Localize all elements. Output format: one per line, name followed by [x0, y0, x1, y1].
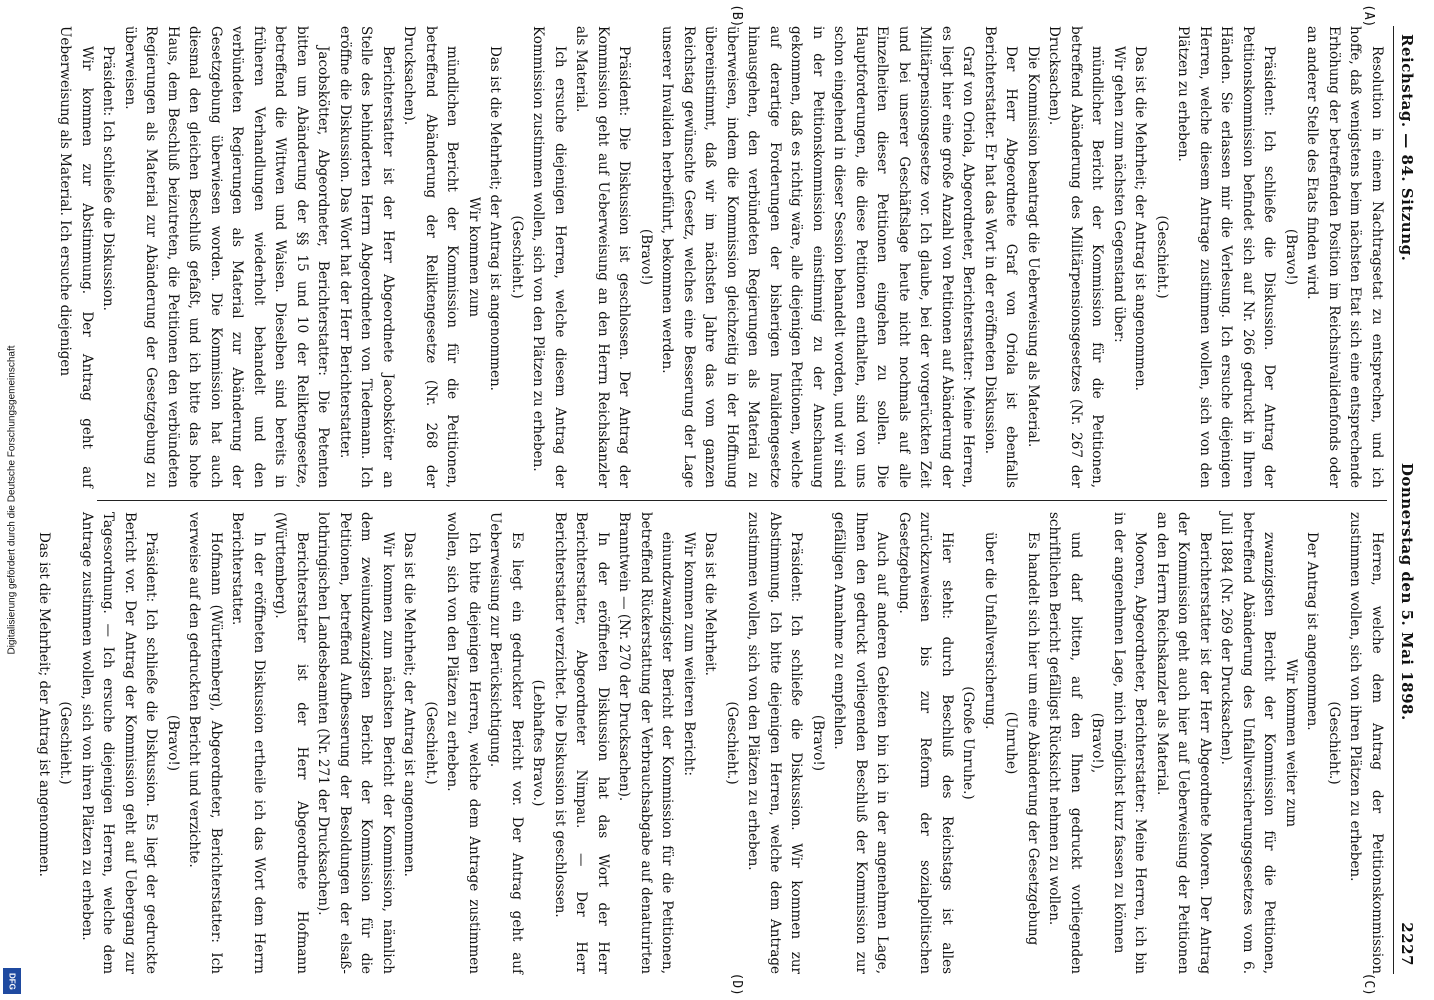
page-content — [36, 0, 1434, 1000]
paragraph: Das ist die Mehrheit; der Antrag ist angenommen. — [487, 46, 504, 391]
paragraph: Das ist die Mehrheit. — [702, 532, 719, 676]
paragraph: über die Unfallversicherung. — [982, 532, 998, 730]
footer-strip — [0, 0, 24, 1000]
paragraph: Der Antrag ist angenommen. — [1304, 532, 1321, 731]
running-head-date: Donnerstag den 5. Mai 1898. — [1398, 462, 1416, 721]
paragraph: Wir kommen zur Abstimmung. Der Antrag geht auf Ueberweisung als Material. Ich ersuche diejenigen — [57, 26, 95, 488]
paragraph: (Geschieht.) — [1326, 701, 1342, 785]
paragraph: und darf bitten, auf den Ihnen gedruckt vorliegenden schriftlichen Bericht gefälligst Rücksicht nehmen zu wollen. — [1046, 512, 1084, 974]
paragraph: Wir kommen zum weiteren Bericht: — [681, 532, 697, 777]
margin-letter-c: (C) — [1361, 972, 1376, 996]
column-divider — [97, 500, 1387, 501]
paragraph: Resolution in einem Nachtragsetat zu entsprechen, und ich hoffe, daß wenigstens beim nächsten Etat sich eine entsprechende Erhöhung der betreffenden Position im Reichsinvalidenfonds oder an anderer Stelle des Etats finden wird. — [1304, 26, 1385, 488]
paragraph: Der Herr Abgeordnete Graf von Oriola ist ebenfalls Berichterstatter. Er hat das Wort in der eröffneten Diskussion. — [982, 26, 1020, 488]
paragraph: (Bravo!) — [810, 714, 826, 772]
paragraph: (Bravo!) — [1283, 228, 1299, 286]
paragraph: Berichterstatter ist der Herr Abgeordnete Mooren. Der Antrag der Kommission geht auch hier auf Ueberweisung der Petitionen an den Herrn Reichskanzler als Material. — [1154, 512, 1213, 974]
paragraph: Präsident: Ich schließe die Diskussion. Der Antrag der Petitionskommission befindet sich auf Nr. 266 gedruckt in Ihren Händen. Sie erlassen mir die Verlesung. Ich ersuche diejenigen Herren, welche diesem Antrage zustimmen wollen, sich von den Plätzen zu erheben. — [1175, 26, 1278, 488]
margin-letter-a: (A) — [1361, 4, 1376, 28]
paragraph: Präsident: Ich schließe die Diskussion. Wir kommen zur Abstimmung. Ich bitte diejenigen Herren, welche dem Antrage zustimmen wollen, sich von den Plätzen zu erheben. — [745, 512, 805, 974]
paragraph: Es liegt ein gedruckter Bericht vor. Der Antrag geht auf Ueberweisung zur Berücksichtigung. — [487, 512, 525, 974]
paragraph: In der eröffneten Diskussion ertheile ich das Wort dem Herrn Berichterstatter. — [229, 512, 267, 974]
margin-letter-b: (B) — [729, 4, 744, 28]
paragraph: Auch auf anderen Gebieten bin ich in der angenehmen Lage, Ihnen den gedruckt vorliegenden Beschluß der Kommission zur gefälligen Annahme zu empfehlen. — [831, 512, 891, 974]
paragraph: Wir kommen zum — [466, 196, 482, 318]
paragraph: (Lebhaftes Bravo.) — [530, 679, 547, 807]
running-head — [1394, 26, 1416, 974]
margin-letter-d: (D) — [729, 972, 744, 996]
paragraph: Ich bitte diejenigen Herren, welche dem Antrage zustimmen wollen, sich von den Plätzen zu erheben. — [444, 512, 482, 974]
paragraph: Jacobskötter, Abgeordneter, Berichterstatter: Die Petenten bitten um Abänderung der §§ 15 und 10 der Reliktengesetze, betreffend die Wittwen und Waisen. Dieselben sind bereits in früheren Verhandlungen wiederholt behandelt und den verbündeten Regierungen als Material zur Abänderung der Gesetzgebung überwiesen worden. Die Kommission hat auch diesmal den gleichen Beschluß gefaßt, und ich bitte das hohe Haus, dem Beschluß beizutreten, die Petitionen den verbündeten Regierungen als Material zur Abänderung der Gesetzgebung zu überweisen. — [122, 26, 332, 488]
paragraph: zwanzigsten Bericht der Kommission für die Petitionen, betreffend Abänderung des Unfallversicherungsgesetzes vom 6. Juli 1884 (Nr. 269 der Drucksachen). — [1218, 512, 1278, 974]
digitization-credit: Digitalisierung gefördert durch die Deutsche Forschungsgemeinschaft — [6, 345, 18, 655]
paragraph: In der eröffneten Diskussion hat das Wort der Herr Berichterstatter, Abgeordneter Nimpau. — Der Herr Berichterstatter verzichtet. Die Diskussion ist geschlossen. — [552, 512, 611, 974]
paragraph: Mooren, Abgeordneter, Berichterstatter: Meine Herren, ich bin in der angenehmen Lage, mich möglichst kurz fassen zu können — [1111, 512, 1149, 974]
paragraph: Hofmann (Württemberg), Abgeordneter, Berichterstatter: Ich verweise auf den gedruckten Bericht und verzichte. — [186, 512, 224, 974]
paragraph: (Geschieht.) — [509, 215, 525, 299]
paragraph: Graf von Oriola, Abgeordneter, Berichterstatter: Meine Herren, es liegt hier eine große Anzahl von Petitionen auf Abänderung der Militärpensionsgesetze vor. Ich glaube, bei der vorgerückten Zeit und bei unserer Geschäftslage heute nicht nochmals auf alle Einzelheiten dieser Petitionen eingehen zu sollen. Die Hauptforderungen, die diese Petitionen enthalten, sind von uns schon eingehend in dieser Session behandelt worden, und wir sind in der Petitionskommission einstimmig zu der Anschauung gekommen, daß es richtig wäre, alle diejenigen Petitionen, welche auf derartige Forderungen der bisherigen Invalidengesetze hinausgehen, den verbündeten Regierungen als Material zu überweisen, indem die Kommission gleichzeitig in der Hoffnung übereinstimmt, daß wir im nächsten Jahre das vom ganzen Reichstag gewünschte Gesetz, welches eine Besserung der Lage unserer Invaliden herbeiführt, bekommen werden. — [659, 26, 977, 488]
running-head-title: Reichstag. — 84. Sitzung. — [1398, 34, 1416, 262]
paragraph: Berichterstatter ist der Herr Abgeordnete Jacobskötter an Stelle des behinderten Herrn Abgeordneten von Tiedemann. Ich eröffne die Diskussion. Das Wort hat der Herr Berichterstatter. — [337, 26, 396, 488]
paragraph: Das ist die Mehrheit; der Antrag ist angenommen. — [36, 532, 52, 877]
paragraph: Hier steht: durch Beschluß des Reichstags ist alles zurückzuweisen bis zur Reform der sozialpolitischen Gesetzgebung. — [896, 512, 955, 974]
paragraph: (Unruhe) — [1003, 711, 1020, 775]
left-column — [57, 4, 1387, 488]
paragraph: mündlicher Bericht der Kommission für die Petitionen, betreffend Abänderung des Militärpensionsgesetzes (Nr. 267 der Drucksachen). — [1046, 26, 1106, 488]
paragraph: Ich ersuche diejenigen Herren, welche diesem Antrag der Kommission zustimmen wollen, sich von den Plätzen zu erheben. — [530, 26, 568, 488]
paragraph: Präsident: Ich schließe die Diskussion. Es liegt der gedruckte Bericht vor. Der Antrag der Kommission geht auf Uebergang zur Tagesordnung. — Ich ersuche diejenigen Herren, welche dem Antrage zustimmen wollen, sich von ihren Plätzen zu erheben. — [79, 512, 160, 974]
paragraph: (Geschieht.) — [1154, 215, 1170, 299]
paragraph: Herren, welche dem Antrag der Petitionskommission zustimmen wollen, sich von ihren Plätzen zu erheben. — [1347, 512, 1385, 974]
paragraph: mündlichen Bericht der Kommission für die Petitionen, betreffend Abänderung der Reliktengesetze (Nr. 268 der Drucksachen). — [401, 26, 461, 488]
paragraph: (Geschieht.) — [57, 701, 74, 785]
scanned-page-wrapper — [36, 0, 1434, 1000]
paragraph: einundzwanzigster Bericht der Kommission für die Petitionen, betreffend Rückerstattung der Verbrauchsabgabe auf denaturirten Branntwein — (Nr. 270 der Drucksachen). — [616, 512, 676, 974]
paragraph: Wir gehen zum nächsten Gegenstand über: — [1111, 46, 1127, 343]
paragraph: Wir kommen weiter zum — [1283, 658, 1299, 828]
paragraph: (Bravo!), — [1089, 712, 1106, 774]
paragraph: (Geschieht.) — [423, 701, 439, 785]
paragraph: Es handelt sich hier um eine Abänderung der Gesetzgebung — [1025, 532, 1041, 946]
paragraph: (Große Unruhe.) — [960, 686, 977, 800]
paragraph: Präsident: Ich schließe die Diskussion. — [100, 46, 117, 311]
page-number: 2227 — [1398, 922, 1416, 966]
paragraph: (Bravo!) — [165, 714, 181, 772]
right-column — [36, 512, 1387, 996]
paragraph: Präsident: Die Diskussion ist geschlossen. Der Antrag der Kommission geht auf Ueberweisung an den Herrn Reichskanzler als Material. — [573, 26, 633, 488]
paragraph: Die Kommission beantragt die Ueberweisung als Material. — [1025, 46, 1041, 448]
paragraph: Das ist die Mehrheit; der Antrag ist angenommen. — [1132, 46, 1149, 391]
dfg-logo: DFG — [3, 968, 21, 994]
paragraph: Berichterstatter ist der Herr Abgeordnete Hofmann (Württemberg). — [272, 512, 310, 974]
paragraph: Wir kommen zum nächsten Bericht der Kommission, nämlich dem zweiundzwanzigsten Bericht der Kommission für die Petitionen, betreffend Aufbesserung der Besoldungen der elsaß-lothringischen Landesbeamten (Nr. 271 der Drucksachen). — [315, 512, 396, 974]
paragraph: (Geschieht.) — [724, 701, 740, 785]
scanned-page — [36, 0, 1434, 1000]
text-columns — [36, 4, 1394, 996]
paragraph: Das ist die Mehrheit; der Antrag ist angenommen. — [401, 532, 418, 877]
paragraph: (Bravo!) — [638, 228, 654, 286]
